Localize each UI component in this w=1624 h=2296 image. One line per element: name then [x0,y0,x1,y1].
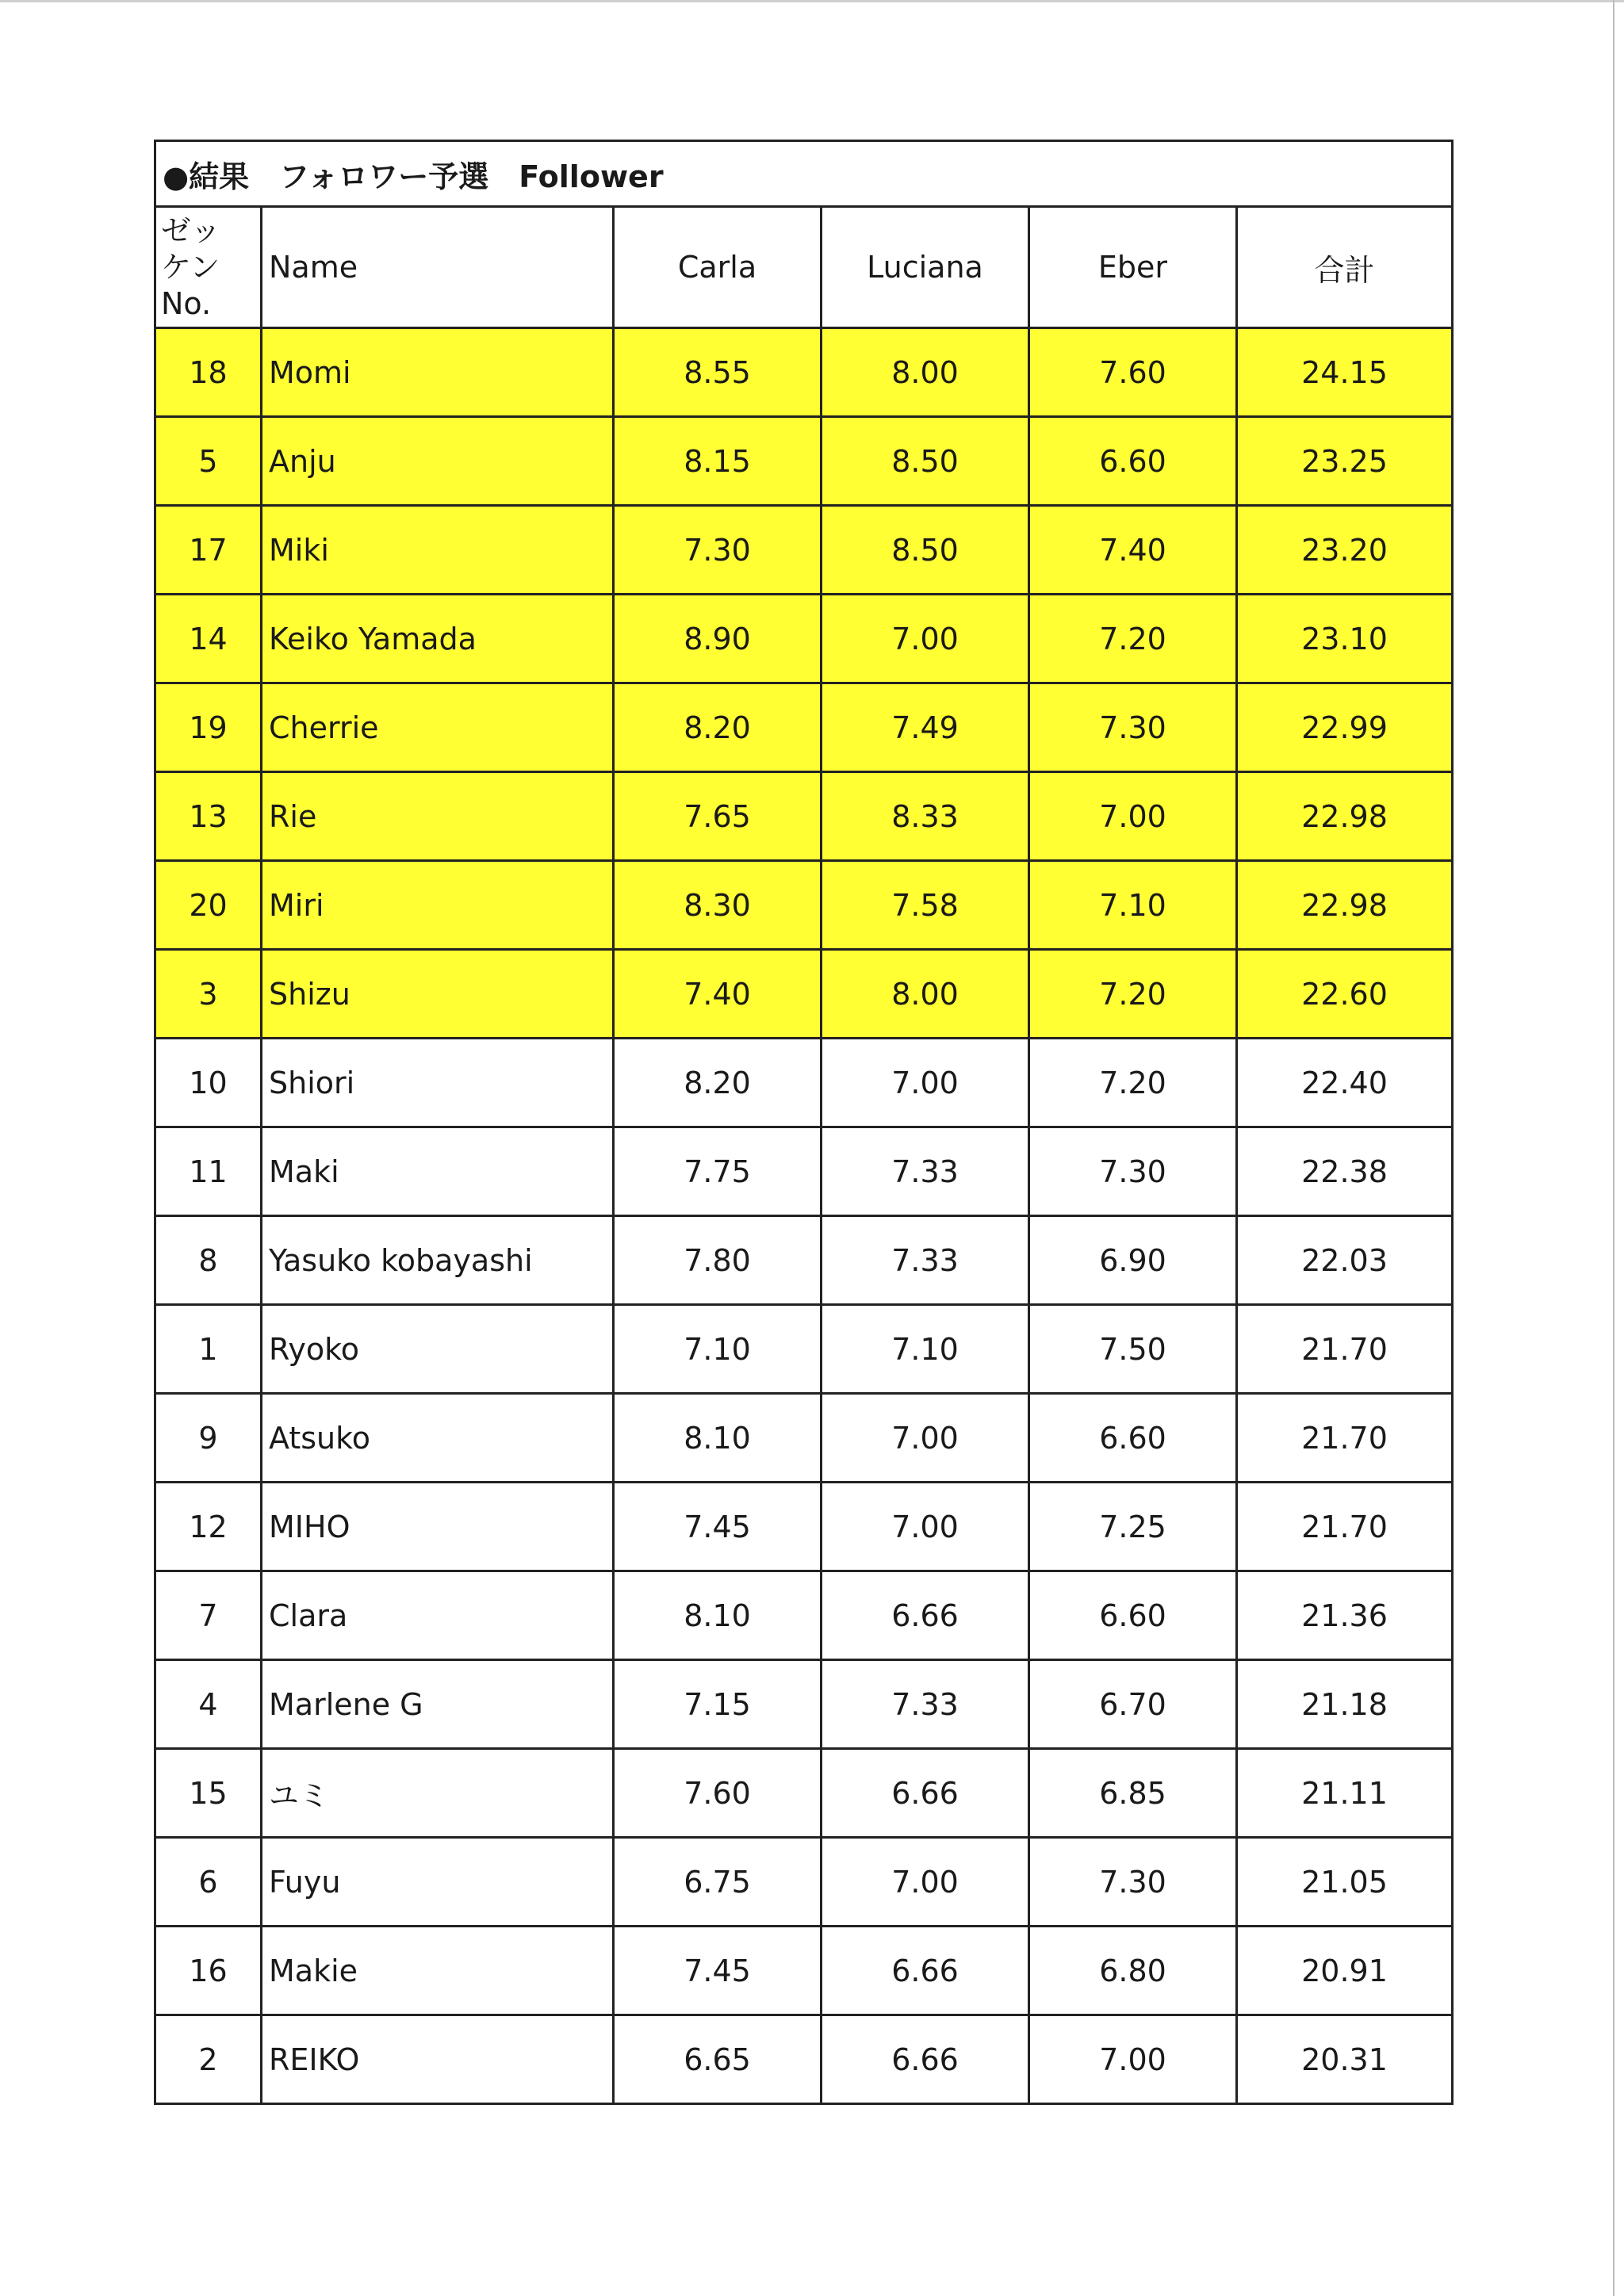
total-score-cell: 22.40 [1237,1039,1453,1127]
bib-number-cell: 4 [155,1660,262,1749]
table-row [155,506,1453,595]
score-eber-cell: 6.85 [1029,1749,1237,1838]
table-row [155,683,1453,772]
table-row [155,2015,1453,2104]
bib-number-cell: 2 [155,2015,262,2104]
total-score-cell: 21.70 [1237,1483,1453,1571]
total-score-cell: 21.11 [1237,1749,1453,1838]
score-carla-cell: 8.20 [614,683,822,772]
bib-number-cell: 16 [155,1927,262,2015]
score-carla-cell: 8.20 [614,1039,822,1127]
bib-number-cell: 8 [155,1216,262,1305]
score-eber-cell: 7.00 [1029,2015,1237,2104]
total-score-cell: 21.18 [1237,1660,1453,1749]
score-carla-cell: 6.75 [614,1838,822,1927]
score-luciana-cell: 7.00 [822,1483,1029,1571]
score-luciana-cell: 8.50 [822,417,1029,506]
score-luciana-cell: 8.33 [822,772,1029,861]
dancer-name-cell: MIHO [262,1483,614,1571]
total-score-cell: 20.91 [1237,1927,1453,2015]
score-eber-cell: 6.60 [1029,1394,1237,1483]
bib-number-cell: 18 [155,328,262,417]
dancer-name-cell: Momi [262,328,614,417]
score-luciana-cell: 8.00 [822,950,1029,1039]
header-total: 合計 [1237,207,1453,328]
bib-number-cell: 9 [155,1394,262,1483]
table-row [155,1483,1453,1571]
table-row [155,1927,1453,2015]
score-carla-cell: 8.90 [614,595,822,683]
score-eber-cell: 7.00 [1029,772,1237,861]
dancer-name-cell: Clara [262,1571,614,1660]
dancer-name-cell: ユミ [262,1749,614,1838]
score-luciana-cell: 7.49 [822,683,1029,772]
score-eber-cell: 6.80 [1029,1927,1237,2015]
dancer-name-cell: Miki [262,506,614,595]
score-carla-cell: 7.45 [614,1927,822,2015]
table-row [155,1571,1453,1660]
dancer-name-cell: Anju [262,417,614,506]
score-carla-cell: 8.55 [614,328,822,417]
score-carla-cell: 7.30 [614,506,822,595]
table-row [155,417,1453,506]
score-luciana-cell: 7.00 [822,595,1029,683]
score-luciana-cell: 7.33 [822,1216,1029,1305]
total-score-cell: 22.60 [1237,950,1453,1039]
title-row [155,141,1453,207]
score-carla-cell: 7.45 [614,1483,822,1571]
bib-number-cell: 15 [155,1749,262,1838]
bib-number-cell: 6 [155,1838,262,1927]
score-eber-cell: 7.50 [1029,1305,1237,1394]
dancer-name-cell: Ryoko [262,1305,614,1394]
score-eber-cell: 7.40 [1029,506,1237,595]
dancer-name-cell: Shizu [262,950,614,1039]
dancer-name-cell: Cherrie [262,683,614,772]
score-carla-cell: 7.10 [614,1305,822,1394]
total-score-cell: 22.98 [1237,861,1453,950]
table-row [155,1039,1453,1127]
bib-number-cell: 17 [155,506,262,595]
dancer-name-cell: Keiko Yamada [262,595,614,683]
score-luciana-cell: 6.66 [822,1927,1029,2015]
bib-number-cell: 10 [155,1039,262,1127]
score-luciana-cell: 6.66 [822,1749,1029,1838]
total-score-cell: 22.38 [1237,1127,1453,1216]
score-carla-cell: 7.40 [614,950,822,1039]
score-luciana-cell: 7.00 [822,1394,1029,1483]
score-eber-cell: 7.60 [1029,328,1237,417]
header-judge-carla: Carla [614,207,822,328]
score-eber-cell: 7.30 [1029,1838,1237,1927]
score-carla-cell: 7.65 [614,772,822,861]
total-score-cell: 22.03 [1237,1216,1453,1305]
dancer-name-cell: Rie [262,772,614,861]
score-carla-cell: 7.80 [614,1216,822,1305]
header-judge-luciana: Luciana [822,207,1029,328]
table-row [155,772,1453,861]
header-judge-eber: Eber [1029,207,1237,328]
bib-number-cell: 3 [155,950,262,1039]
header-name: Name [262,207,614,328]
score-eber-cell: 7.30 [1029,683,1237,772]
scan-edge-right [1613,0,1614,2296]
total-score-cell: 23.20 [1237,506,1453,595]
total-score-cell: 24.15 [1237,328,1453,417]
dancer-name-cell: Fuyu [262,1838,614,1927]
score-luciana-cell: 6.66 [822,2015,1029,2104]
dancer-name-cell: Marlene G [262,1660,614,1749]
score-eber-cell: 7.10 [1029,861,1237,950]
score-eber-cell: 6.70 [1029,1660,1237,1749]
bib-number-cell: 11 [155,1127,262,1216]
table-row [155,950,1453,1039]
score-carla-cell: 7.15 [614,1660,822,1749]
score-carla-cell: 8.10 [614,1571,822,1660]
bib-number-cell: 20 [155,861,262,950]
score-eber-cell: 7.25 [1029,1483,1237,1571]
score-luciana-cell: 7.58 [822,861,1029,950]
score-carla-cell: 6.65 [614,2015,822,2104]
dancer-name-cell: Maki [262,1127,614,1216]
total-score-cell: 21.05 [1237,1838,1453,1927]
total-score-cell: 20.31 [1237,2015,1453,2104]
dancer-name-cell: Shiori [262,1039,614,1127]
scan-edge-top [0,0,1624,2]
score-eber-cell: 7.30 [1029,1127,1237,1216]
score-carla-cell: 7.60 [614,1749,822,1838]
results-table [154,140,1454,2105]
table-row [155,1394,1453,1483]
dancer-name-cell: REIKO [262,2015,614,2104]
score-eber-cell: 6.60 [1029,1571,1237,1660]
table-row [155,1127,1453,1216]
bib-number-cell: 19 [155,683,262,772]
total-score-cell: 22.99 [1237,683,1453,772]
score-luciana-cell: 7.00 [822,1039,1029,1127]
dancer-name-cell: Atsuko [262,1394,614,1483]
results-body [155,328,1453,2104]
bib-number-cell: 12 [155,1483,262,1571]
table-row [155,1838,1453,1927]
table-row [155,1305,1453,1394]
bib-number-cell: 1 [155,1305,262,1394]
bib-number-cell: 13 [155,772,262,861]
table-title: ●結果 フォロワー予選 Follower [155,141,1453,207]
score-luciana-cell: 7.33 [822,1660,1029,1749]
score-carla-cell: 8.15 [614,417,822,506]
total-score-cell: 21.70 [1237,1305,1453,1394]
score-luciana-cell: 6.66 [822,1571,1029,1660]
dancer-name-cell: Makie [262,1927,614,2015]
score-eber-cell: 6.60 [1029,417,1237,506]
dancer-name-cell: Miri [262,861,614,950]
bib-number-cell: 14 [155,595,262,683]
header-bib-number: ゼッ ケン No. [155,207,262,328]
total-score-cell: 23.10 [1237,595,1453,683]
table-row [155,1660,1453,1749]
total-score-cell: 21.36 [1237,1571,1453,1660]
table-row [155,1216,1453,1305]
score-carla-cell: 7.75 [614,1127,822,1216]
score-luciana-cell: 7.10 [822,1305,1029,1394]
table-row [155,861,1453,950]
total-score-cell: 21.70 [1237,1394,1453,1483]
score-luciana-cell: 8.50 [822,506,1029,595]
dancer-name-cell: Yasuko kobayashi [262,1216,614,1305]
table-row [155,595,1453,683]
score-carla-cell: 8.30 [614,861,822,950]
score-luciana-cell: 7.33 [822,1127,1029,1216]
table-row [155,328,1453,417]
bib-number-cell: 5 [155,417,262,506]
total-score-cell: 22.98 [1237,772,1453,861]
score-eber-cell: 6.90 [1029,1216,1237,1305]
score-eber-cell: 7.20 [1029,595,1237,683]
score-eber-cell: 7.20 [1029,1039,1237,1127]
bib-number-cell: 7 [155,1571,262,1660]
total-score-cell: 23.25 [1237,417,1453,506]
header-row [155,207,1453,328]
score-luciana-cell: 8.00 [822,328,1029,417]
table-row [155,1749,1453,1838]
score-eber-cell: 7.20 [1029,950,1237,1039]
score-luciana-cell: 7.00 [822,1838,1029,1927]
score-carla-cell: 8.10 [614,1394,822,1483]
